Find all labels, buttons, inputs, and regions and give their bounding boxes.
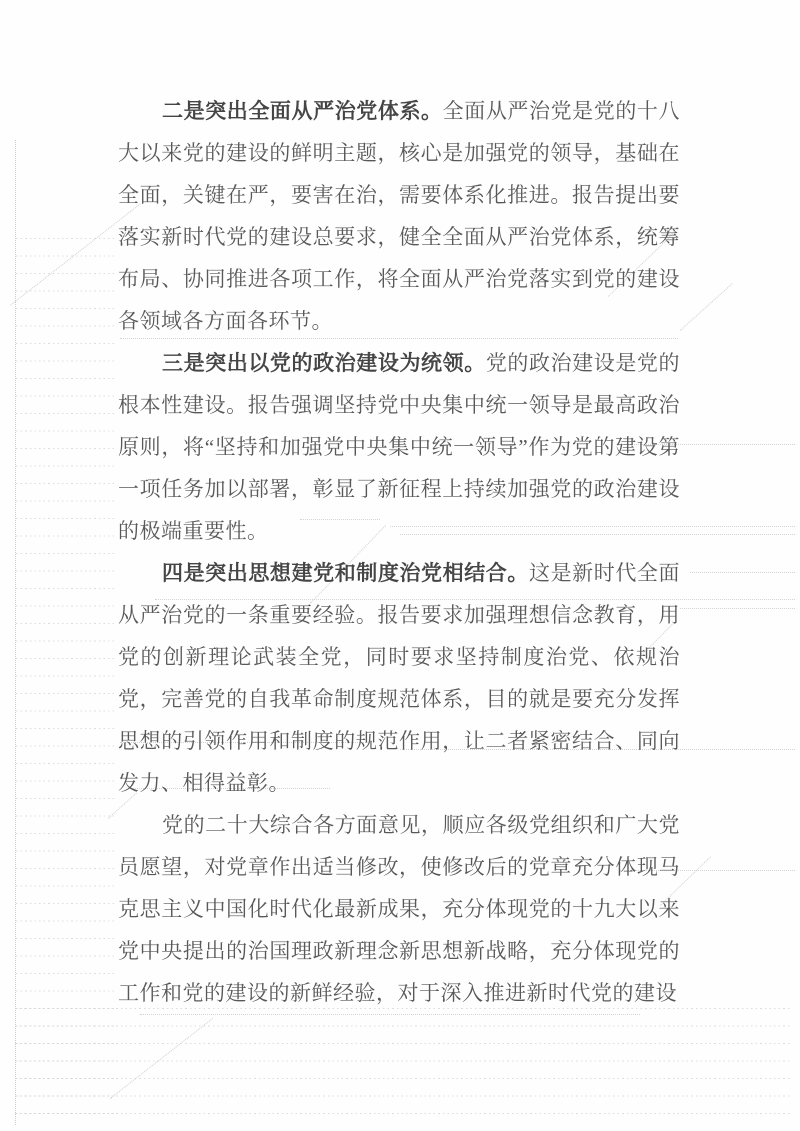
paragraph-1-lead: 二是突出全面从严治党体系。 xyxy=(162,99,443,123)
paragraph-3 xyxy=(118,552,680,804)
scan-vertical-line xyxy=(15,140,16,1125)
scan-diagonal-line xyxy=(680,283,733,331)
scan-dotted-rows-left-margin xyxy=(16,238,116,1120)
paragraph-2-lead: 三是突出以党的政治建设为统领。 xyxy=(162,351,486,375)
paragraph-4 xyxy=(118,804,680,1014)
paragraph-1-text: 全面从严治党是党的十八大以来党的建设的鲜明主题，核心是加强党的领导，基础在全面，关键在严，要害在治，需要体系化推进。报告提出要落实新时代党的建设总要求，健全全面从严治党体系，统筹布局、协同推进各项工作，将全面从严治党落实到党的建设各领域各方面各环节。 xyxy=(118,99,681,333)
paragraph-1 xyxy=(118,90,680,342)
scan-dotted-rows-bottom xyxy=(15,1008,790,1123)
scan-dotted-line xyxy=(680,608,795,609)
paragraph-4-text: 党的二十大综合各方面意见，顺应各级党组织和广大党员愿望，对党章作出适当修改，使修改后的党章充分体现马克思主义中国化时代化最新成果，充分体现党的十九大以来党中央提出的治国理政新理念新思想新战略，充分体现党的工作和党的建设的新鲜经验，对于深入推进新时代党的建设 xyxy=(118,813,680,1005)
scan-dotted-line xyxy=(690,572,795,573)
paragraph-3-text: 这是新时代全面从严治党的一条重要经验。报告要求加强理想信念教育，用党的创新理论武装全党，同时要求坚持制度治党、依规治党，完善党的自我革命制度规范体系，目的就是要充分发挥思想的引领作用和制度的规范作用，让二者紧密结合、同向发力、相得益彰。 xyxy=(118,561,681,795)
paragraph-3-lead: 四是突出思想建党和制度治党相结合。 xyxy=(162,561,529,585)
paragraph-2-text: 党的政治建设是党的根本性建设。报告强调坚持党中央集中统一领导是最高政治原则，将“坚持和加强党中央集中统一领导”作为党的建设第一项任务加以部署，彰显了新征程上持续加强党的政治建设的极端重要性。 xyxy=(118,351,681,543)
paragraph-2 xyxy=(118,342,680,552)
scan-dotted-line xyxy=(140,1014,640,1015)
text-block xyxy=(118,90,680,1014)
